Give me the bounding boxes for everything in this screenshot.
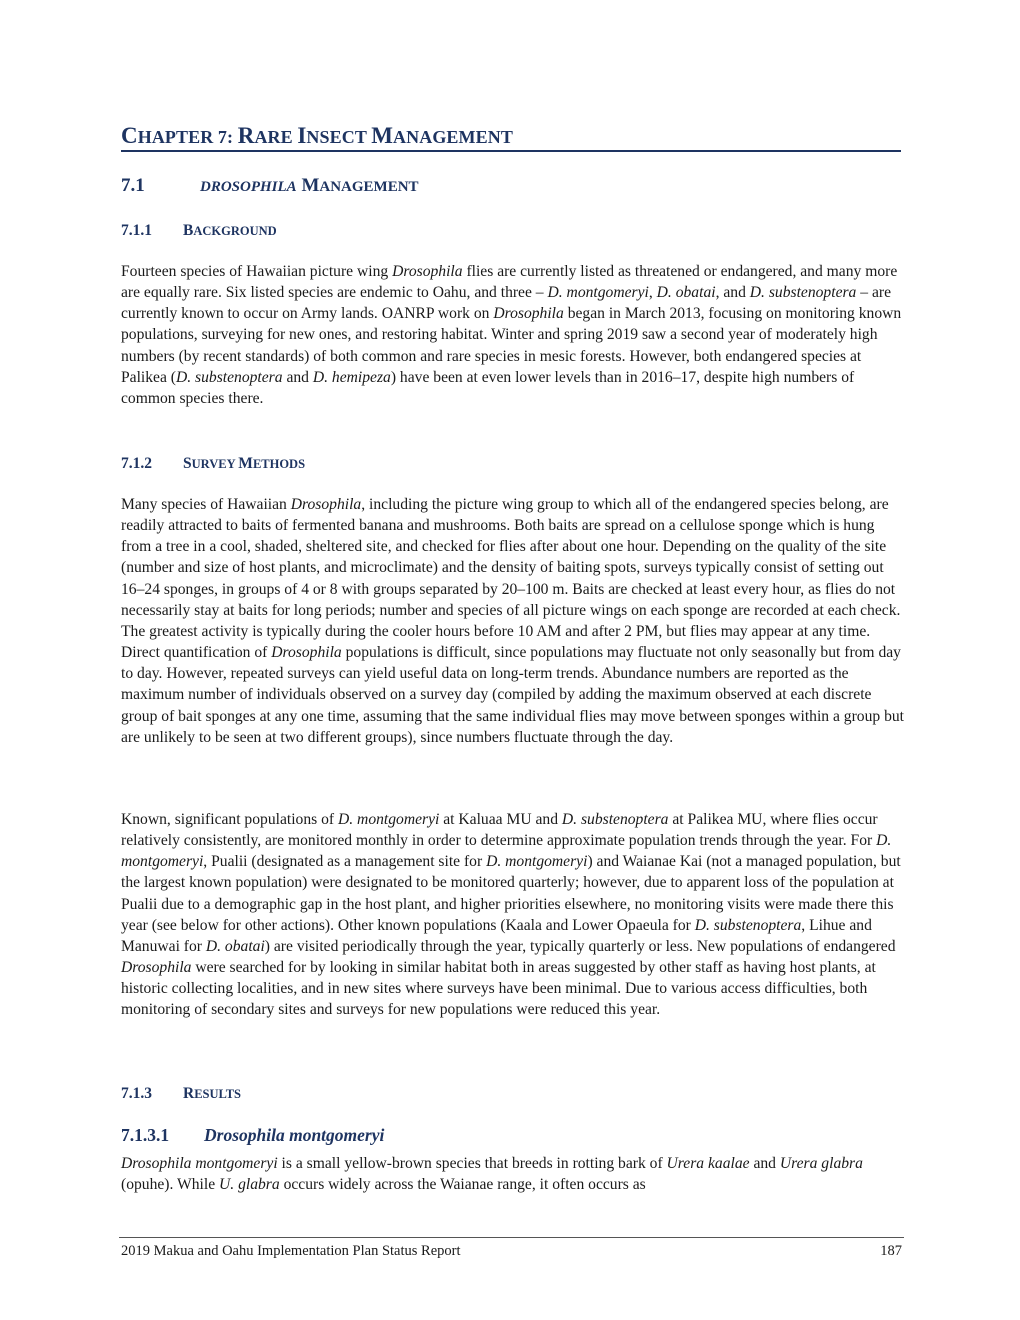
section-heading-7-1: 7.1 DROSOPHILA MANAGEMENT [121, 175, 419, 196]
paragraph-survey-methods: Many species of Hawaiian Drosophila, including the picture wing group to which all of the endangered species belong, are readily attracted to baits of fermented banana and mushrooms. Both baits are spread on a cellulose sponge which is hung from a tree in a cool, shaded, sheltered site, and checked for flies after about one hour. Depending on the quality of the site (number and size of host plants, and microclimate) and the density of baiting spots, surveys typically consist of setting out 16–24 sponges, in groups of 4 or 8 with groups separated by 20–100 m. Baits are checked at least every hour, as flies do not necessarily stay at baits for long periods; number and species of all picture wings on each sponge are recorded at each check. The greatest activity is typically during the cooler hours before 10 AM and after 2 PM, but flies may appear at any time. Direct quantification of Drosophila populations is difficult, since populations may fluctuate not only seasonally but from day to day. However, repeated surveys can yield useful data on long-term trends. Abundance numbers are reported as the maximum number of individuals observed on a survey day (compiled by adding the maximum observed at each discrete group of bait sponges at any one time, assuming that the same individual flies may move between sponges within a group but are unlikely to be seen at two different groups), since numbers fluctuate through the day. [121, 496, 904, 746]
chapter-title: CHAPTER 7: RARE INSECT MANAGEMENT [121, 123, 901, 152]
section-heading-7-1-3: 7.1.3 RESULTS [121, 1085, 241, 1102]
section-heading-7-1-3-1: 7.1.3.1 Drosophila montgomeryi [121, 1125, 385, 1145]
paragraph-montgomeryi: Drosophila montgomeryi is a small yellow-brown species that breeds in rotting bark of Urera kaalae and Urera glabra (opuhe). While U. glabra occurs widely across the Waianae range, it often occurs as [121, 1155, 863, 1194]
paragraph-known-populations: Known, significant populations of D. montgomeryi at Kaluaa MU and D. substenoptera at Palikea MU, where flies occur relatively consistently, are monitored monthly in order to determine approximate population trends through the year. For D. montgomeryi, Pualii (designated as a management site for D. montgomeryi) and Waianae Kai (not a managed population, but the largest known population) were designated to be monitored quarterly; however, due to apparent loss of the population at Pualii due to a demographic gap in the host plant, and higher priorities elsewhere, no monitoring visits were made there this year (see below for other actions). Other known populations (Kaala and Lower Opaeula for D. substenoptera, Lihue and Manuwai for D. obatai) are visited periodically through the year, typically quarterly or less. New populations of endangered Drosophila were searched for by looking in similar habitat both in areas suggested by other staff as having host plants, at historic collecting localities, and in new sites where surveys have been minimal. Due to various access difficulties, both monitoring of secondary sites and surveys for new populations were reduced this year. [121, 811, 901, 1019]
page-number: 187 [880, 1243, 902, 1259]
paragraph-background: Fourteen species of Hawaiian picture wing Drosophila flies are currently listed as threatened or endangered, and many more are equally rare. Six listed species are endemic to Oahu, and three – D. montgomeryi, D. obatai, and D. substenoptera – are currently known to occur on Army lands. OANRP work on Drosophila began in March 2013, focusing on monitoring known populations, surveying for new ones, and restoring habitat. Winter and spring 2019 saw a second year of moderately high numbers (by recent standards) of both common and rare species in mesic forests. However, both endangered species at Palikea (D. substenoptera and D. hemipeza) have been at even lower levels than in 2016–17, despite high numbers of common species there. [121, 263, 902, 407]
footer-rule [119, 1237, 904, 1238]
section-heading-7-1-2: 7.1.2 SURVEY METHODS [121, 455, 306, 472]
section-heading-7-1-1: 7.1.1 BACKGROUND [121, 222, 277, 239]
footer-report-title: 2019 Makua and Oahu Implementation Plan Status Report [121, 1243, 461, 1259]
